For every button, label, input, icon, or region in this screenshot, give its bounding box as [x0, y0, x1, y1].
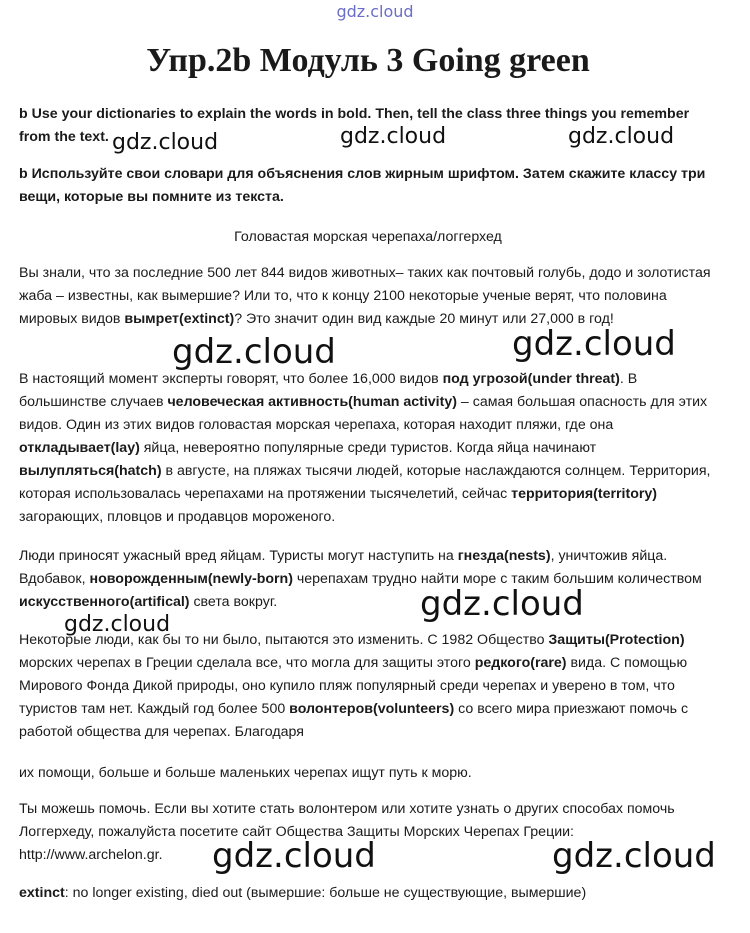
text: В настоящий момент эксперты говорят, что более 16,000 видов	[19, 371, 443, 387]
bold-term: вылупляться(hatch)	[19, 463, 162, 479]
paragraph-5: их помощи, больше и больше маленьких черепах ищут путь к морю.	[19, 765, 472, 781]
watermark: gdz.cloud	[112, 130, 219, 155]
text: яйца, невероятно популярные среди туристов. Когда яйца начинают	[139, 440, 597, 456]
instruction-english: b Use your dictionaries to explain the words in bold. Then, tell the class three things you remember from the text.	[19, 106, 690, 145]
text: со всего мира приезжают помочь с работой общества для черепах. Благодаря	[19, 701, 689, 740]
text: . В большинстве случаев	[19, 371, 638, 410]
watermark: gdz.cloud	[552, 836, 716, 876]
page-title: Упр.2b Модуль 3 Going green	[146, 42, 590, 79]
text: загорающих, пловцов и продавцов мороженого.	[19, 509, 336, 525]
watermark: gdz.cloud	[172, 332, 336, 372]
bold-term: территория(territory)	[511, 486, 657, 502]
definition-text: : no longer existing, died out (вымершие: больше не существующие, вымершие)	[64, 885, 587, 901]
text: Вы знали, что за последние 500 лет 844 видов животных– таких как почтовый голубь, додо и золотистая жаба – известны, как вымершие? Или то, что к концу 2100 некоторые ученые верят, что половина мировых видов	[19, 265, 711, 327]
bold-term: под угрозой(under threat)	[442, 371, 620, 387]
bold-term: человеческая активность(human activity)	[167, 394, 457, 410]
text-subtitle: Головастая морская черепаха/логгерхед	[234, 229, 502, 245]
text: , уничтожив яйца. Вдобавок,	[19, 548, 668, 587]
text: морских черепах в Греции сделала все, что могла для защиты этого	[19, 655, 475, 671]
watermark: gdz.cloud	[568, 124, 675, 149]
definition-line	[19, 882, 719, 905]
paragraph-2	[19, 368, 719, 529]
text: вида. С помощью Мирового Фонда Дикой природы, оно купило пляж популярный среди черепах и уверено в том, что туристов там нет. Каждый год более 500	[19, 655, 688, 717]
text: ? Это значит один вид каждые 20 минут или 27,000 в год!	[234, 311, 614, 327]
bold-term: новорожденным(newly-born)	[89, 571, 293, 587]
paragraph-6: Ты можешь помочь. Если вы хотите стать волонтером или хотите узнать о других способах помочь Логгерхеду, пожалуйста посетите сайт Общества Защиты Морских Черепах Греции: http://www.archelon.gr.	[19, 801, 675, 863]
bold-term: гнезда(nests)	[457, 548, 551, 564]
paragraph-1	[19, 262, 719, 331]
instruction-russian: b Используйте свои словари для объяснения слов жирным шрифтом. Затем скажите классу три вещи, которые вы помните из текста.	[19, 166, 706, 205]
watermark: gdz.cloud	[212, 836, 376, 876]
text: Некоторые люди, как бы то ни было, пытаются это изменить. С 1982 Общество	[19, 632, 549, 648]
text: Люди приносят ужасный вред яйцам. Туристы могут наступить на	[19, 548, 458, 564]
bold-term: Защиты(Protection)	[548, 632, 685, 648]
bold-term: искусственного(artifical)	[19, 594, 190, 610]
text: – самая большая опасность для этих видов. Один из этих видов головастая морская черепаха, которая находит пляжи, где она	[19, 394, 708, 433]
bold-term: откладывает(lay)	[19, 440, 140, 456]
bold-term: вымрет(extinct)	[124, 311, 235, 327]
paragraph-4	[19, 629, 719, 744]
definition-term: extinct	[19, 885, 65, 901]
bold-term: волонтеров(volunteers)	[289, 701, 455, 717]
watermark: gdz.cloud	[420, 584, 584, 624]
watermark: gdz.cloud	[340, 124, 447, 149]
watermark: gdz.cloud	[512, 324, 676, 364]
paragraph-3	[19, 545, 719, 614]
text: света вокруг.	[189, 594, 278, 610]
bold-term: редкого(rare)	[474, 655, 567, 671]
site-watermark-top[interactable]: gdz.cloud	[336, 2, 414, 21]
text: в августе, на пляжах тысячи людей, которые наслаждаются солнцем. Территория, которая использовалась черепахами на протяжении тысячелетий, сейчас	[19, 463, 711, 502]
watermark: gdz.cloud	[64, 612, 171, 637]
text: черепахам трудно найти море с таким большим количеством	[292, 571, 702, 587]
